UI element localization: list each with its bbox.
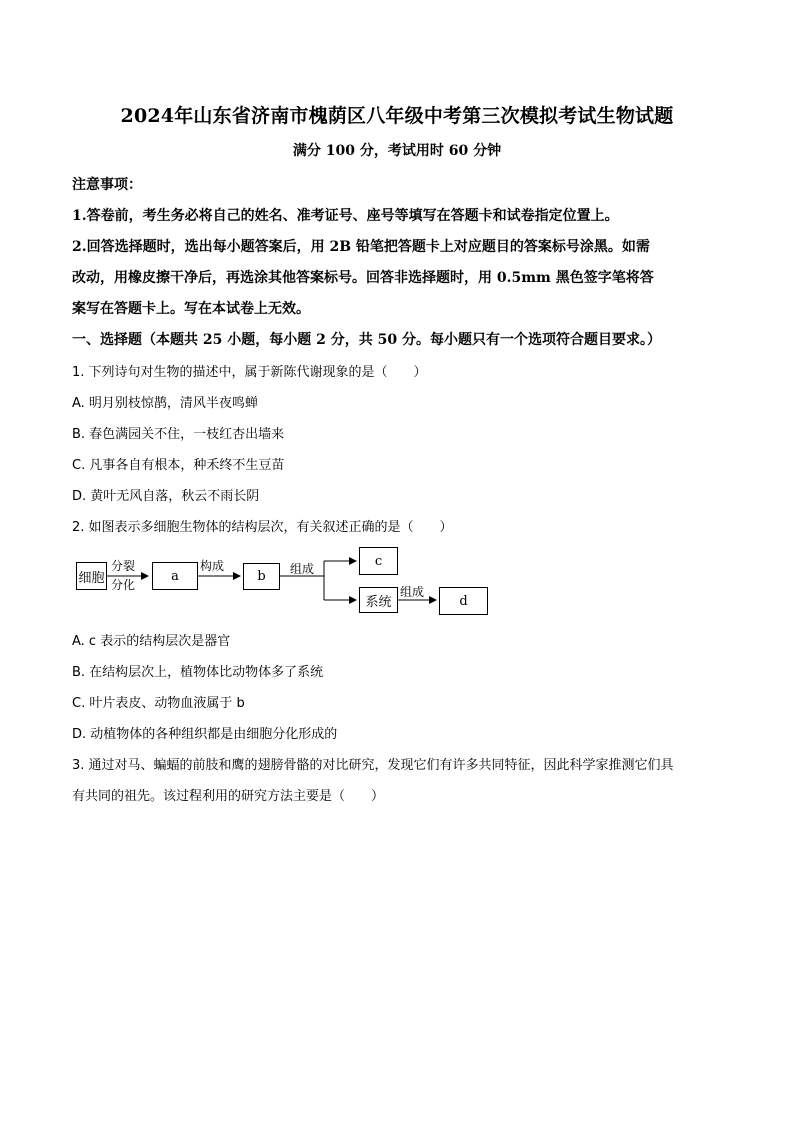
constitutes-label: 构成 [200, 559, 225, 573]
notes-heading: 注意事项： [72, 177, 142, 193]
question-1-option-c: C. 凡事各自有根本，种禾终不生豆苗 [72, 458, 285, 473]
division-label: 分裂 [111, 559, 136, 573]
differentiation-label: 分化 [111, 578, 136, 592]
question-2-option-c: C. 叶片表皮、动物血液属于 b [72, 696, 245, 711]
notes-item-2-line-1: 2.回答选择题时，选出每小题答案后，用 2B 铅笔把答题卡上对应题目的答案标号涂黑。如需 [72, 239, 650, 255]
page-subtitle: 满分 100 分，考试用时 60 分钟 [292, 143, 502, 159]
page-title: 2024年山东省济南市槐荫区八年级中考第三次模拟考试生物试题 [120, 105, 674, 127]
composes-label-2: 组成 [400, 585, 425, 599]
a-box: a [152, 562, 198, 590]
question-1-option-a: A. 明月别枝惊鹊，清风半夜鸣蝉 [72, 396, 258, 411]
d-box: d [439, 587, 488, 615]
question-1-option-d: D. 黄叶无风自落，秋云不雨长阴 [72, 489, 260, 504]
question-2-option-d: D. 动植物体的各种组织都是由细胞分化形成的 [72, 727, 338, 742]
question-2-option-b: B. 在结构层次上，植物体比动物体多了系统 [72, 665, 324, 680]
question-2-stem: 2. 如图表示多细胞生物体的结构层次，有关叙述正确的是（ ） [72, 520, 453, 535]
c-box: c [359, 547, 398, 575]
cell-box: 细胞 [76, 562, 107, 590]
question-2-option-a: A. c 表示的结构层次是器官 [72, 634, 231, 649]
system-box: 系统 [359, 587, 398, 613]
question-1-stem: 1. 下列诗句对生物的描述中，属于新陈代谢现象的是（ ） [72, 365, 427, 380]
notes-item-2-line-2: 改动，用橡皮擦干净后，再选涂其他答案标号。回答非选择题时，用 0.5mm 黑色签字笔将答 [72, 270, 654, 286]
composes-label-1: 组成 [290, 562, 315, 576]
question-3-stem-line-2: 有共同的祖先。该过程利用的研究方法主要是（ ） [72, 789, 385, 804]
notes-item-2-line-3: 案写在答题卡上。写在本试卷上无效。 [72, 301, 310, 317]
notes-item-1: 1.答卷前，考生务必将自己的姓名、准考证号、座号等填写在答题卡和试卷指定位置上。 [72, 208, 619, 224]
b-box: b [243, 563, 280, 590]
section-heading: 一、选择题（本题共 25 小题，每小题 2 分，共 50 分。每小题只有一个选项符合题目要求。） [72, 332, 661, 348]
question-3-stem-line-1: 3. 通过对马、蝙蝠的前肢和鹰的翅膀骨骼的对比研究，发现它们有许多共同特征，因此科学家推测它们具 [72, 758, 674, 773]
question-1-option-b: B. 春色满园关不住，一枝红杏出墙来 [72, 427, 285, 442]
